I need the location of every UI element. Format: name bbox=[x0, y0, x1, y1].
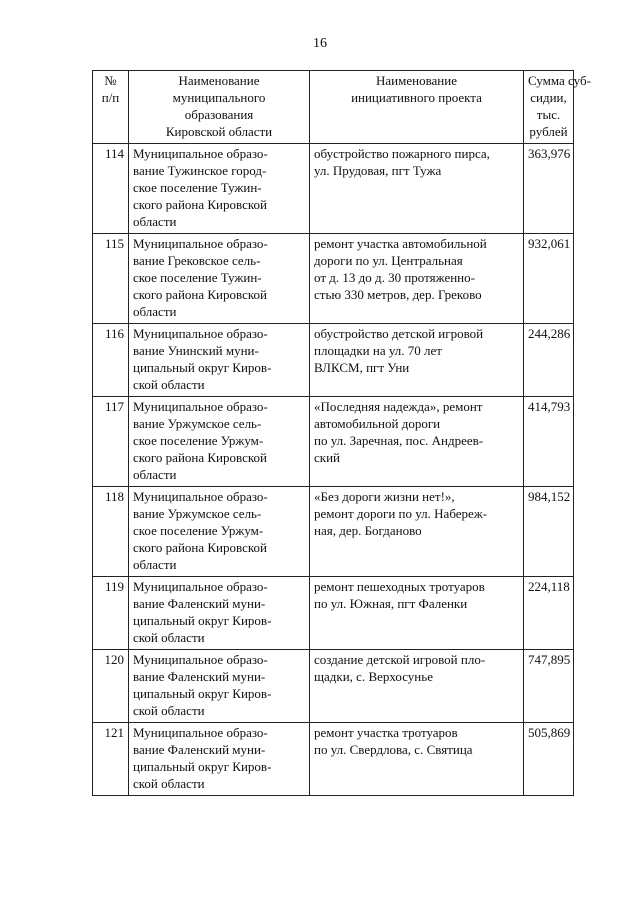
subsidy-amount: 984,152 bbox=[524, 487, 574, 577]
project-line: ремонт дороги по ул. Набереж- bbox=[314, 506, 488, 521]
table-row bbox=[93, 650, 574, 723]
header-sum-line: сидии, bbox=[530, 90, 567, 105]
municipality-line: вание Уржумское сель- bbox=[133, 416, 262, 431]
header-sum bbox=[524, 71, 591, 144]
subsidy-amount: 505,869 bbox=[524, 723, 574, 796]
header-municipality-line: Наименование bbox=[178, 73, 260, 88]
project-line: автомобильной дороги bbox=[314, 416, 441, 431]
municipality-line: области bbox=[133, 467, 177, 482]
municipality-line: Муниципальное образо- bbox=[133, 399, 268, 414]
header-sum-line: рублей bbox=[529, 124, 568, 139]
header-project bbox=[310, 71, 524, 144]
table-row bbox=[93, 397, 574, 487]
municipality-line: Муниципальное образо- bbox=[133, 652, 268, 667]
municipality-line: ское поселение Уржум- bbox=[133, 433, 264, 448]
table-row bbox=[93, 144, 574, 234]
header-municipality-line: образования bbox=[184, 107, 254, 122]
project-line: ский bbox=[314, 450, 340, 465]
municipality-cell bbox=[129, 577, 310, 650]
municipality-line: ского района Кировской bbox=[133, 450, 267, 465]
municipality-line: ской области bbox=[133, 703, 205, 718]
municipality-line: ской области bbox=[133, 630, 205, 645]
subsidy-amount: 363,976 bbox=[524, 144, 574, 234]
project-line: «Без дороги жизни нет!», bbox=[314, 489, 455, 504]
row-number: 115 bbox=[93, 234, 129, 324]
row-number: 118 bbox=[93, 487, 129, 577]
header-municipality-line: муниципального bbox=[172, 90, 266, 105]
municipality-line: Муниципальное образо- bbox=[133, 579, 268, 594]
municipality-line: вание Фаленский муни- bbox=[133, 596, 266, 611]
header-sum-line: Сумма суб- bbox=[528, 73, 591, 88]
municipality-cell bbox=[129, 723, 310, 796]
project-line: ремонт пешеходных тротуаров bbox=[314, 579, 485, 594]
project-line: по ул. Заречная, пос. Андреев- bbox=[314, 433, 484, 448]
header-number-line: № bbox=[104, 73, 117, 88]
municipality-line: области bbox=[133, 557, 177, 572]
municipality-line: области bbox=[133, 214, 177, 229]
subsidy-amount: 224,118 bbox=[524, 577, 574, 650]
municipality-line: Муниципальное образо- bbox=[133, 725, 268, 740]
header-project-line: Наименование bbox=[376, 73, 457, 88]
project-line: ремонт участка тротуаров bbox=[314, 725, 458, 740]
municipality-line: вание Грековское сель- bbox=[133, 253, 261, 268]
page-number: 16 bbox=[313, 36, 327, 51]
municipality-line: ского района Кировской bbox=[133, 540, 267, 555]
project-line: по ул. Свердлова, с. Святица bbox=[314, 742, 473, 757]
project-cell bbox=[310, 144, 524, 234]
municipality-line: вание Фаленский муни- bbox=[133, 742, 266, 757]
project-line: ная, дер. Богданово bbox=[314, 523, 422, 538]
municipality-line: ского района Кировской bbox=[133, 287, 267, 302]
municipality-line: ской области bbox=[133, 776, 205, 791]
municipality-line: ское поселение Уржум- bbox=[133, 523, 264, 538]
municipality-line: ципальный округ Киров- bbox=[133, 686, 272, 701]
header-project-line: инициативного проекта bbox=[351, 90, 482, 105]
project-line: ул. Прудовая, пгт Тужа bbox=[314, 163, 442, 178]
subsidy-amount: 932,061 bbox=[524, 234, 574, 324]
project-cell bbox=[310, 577, 524, 650]
project-line: обустройство детской игровой bbox=[314, 326, 484, 341]
project-cell bbox=[310, 723, 524, 796]
municipality-line: вание Унинский муни- bbox=[133, 343, 259, 358]
municipality-line: ципальный округ Киров- bbox=[133, 759, 272, 774]
municipality-line: ской области bbox=[133, 377, 205, 392]
subsidy-table bbox=[92, 70, 591, 796]
subsidy-amount: 244,286 bbox=[524, 324, 574, 397]
project-line: создание детской игровой пло- bbox=[314, 652, 486, 667]
municipality-line: вание Уржумское сель- bbox=[133, 506, 262, 521]
table-row bbox=[93, 577, 574, 650]
header-sum-line: тыс. bbox=[536, 107, 561, 122]
project-cell bbox=[310, 397, 524, 487]
municipality-line: ципальный округ Киров- bbox=[133, 360, 272, 375]
project-line: по ул. Южная, пгт Фаленки bbox=[314, 596, 468, 611]
project-line: «Последняя надежда», ремонт bbox=[314, 399, 483, 414]
municipality-line: Муниципальное образо- bbox=[133, 146, 268, 161]
municipality-line: области bbox=[133, 304, 177, 319]
municipality-cell bbox=[129, 234, 310, 324]
row-number: 119 bbox=[93, 577, 129, 650]
municipality-line: вание Фаленский муни- bbox=[133, 669, 266, 684]
table-row bbox=[93, 234, 574, 324]
row-number: 117 bbox=[93, 397, 129, 487]
table-row bbox=[93, 723, 574, 796]
municipality-cell bbox=[129, 487, 310, 577]
project-line: ремонт участка автомобильной bbox=[314, 236, 487, 251]
project-line: ВЛКСМ, пгт Уни bbox=[314, 360, 410, 375]
row-number: 116 bbox=[93, 324, 129, 397]
municipality-line: вание Тужинское город- bbox=[133, 163, 267, 178]
project-line: дороги по ул. Центральная bbox=[314, 253, 463, 268]
municipality-line: Муниципальное образо- bbox=[133, 326, 268, 341]
project-line: обустройство пожарного пирса, bbox=[314, 146, 490, 161]
project-cell bbox=[310, 650, 524, 723]
subsidy-amount: 414,793 bbox=[524, 397, 574, 487]
header-municipality bbox=[129, 71, 310, 144]
header-row bbox=[93, 71, 574, 144]
row-number: 114 bbox=[93, 144, 129, 234]
project-cell bbox=[310, 324, 524, 397]
header-number-line: п/п bbox=[101, 90, 120, 105]
subsidy-amount: 747,895 bbox=[524, 650, 574, 723]
table-header bbox=[93, 71, 591, 144]
municipality-line: Муниципальное образо- bbox=[133, 489, 268, 504]
municipality-cell bbox=[129, 397, 310, 487]
municipality-cell bbox=[129, 324, 310, 397]
municipality-line: ское поселение Тужин- bbox=[133, 180, 262, 195]
project-line: стью 330 метров, дер. Греково bbox=[314, 287, 482, 302]
municipality-line: ского района Кировской bbox=[133, 197, 267, 212]
municipality-cell bbox=[129, 144, 310, 234]
project-line: щадки, с. Верхосунье bbox=[314, 669, 433, 684]
table-row bbox=[93, 487, 574, 577]
project-line: от д. 13 до д. 30 протяженно- bbox=[314, 270, 475, 285]
municipality-line: ципальный округ Киров- bbox=[133, 613, 272, 628]
municipality-cell bbox=[129, 650, 310, 723]
municipality-line: ское поселение Тужин- bbox=[133, 270, 262, 285]
municipality-line: Муниципальное образо- bbox=[133, 236, 268, 251]
row-number: 121 bbox=[93, 723, 129, 796]
header-municipality-line: Кировской области bbox=[165, 124, 273, 139]
table-row bbox=[93, 324, 574, 397]
table-body bbox=[93, 144, 574, 796]
row-number: 120 bbox=[93, 650, 129, 723]
header-number bbox=[93, 71, 129, 144]
project-cell bbox=[310, 234, 524, 324]
project-line: площадки на ул. 70 лет bbox=[314, 343, 442, 358]
project-cell bbox=[310, 487, 524, 577]
